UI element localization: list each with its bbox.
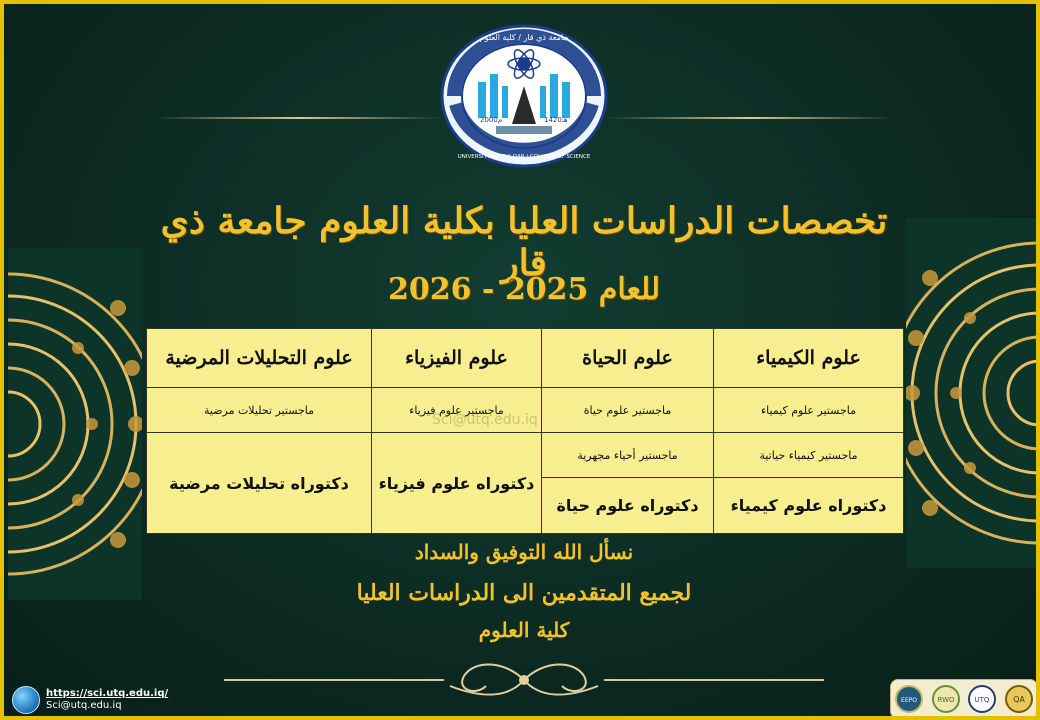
- biology-masters: ماجستير علوم حياة: [542, 388, 714, 433]
- header-pathology: علوم التحليلات المرضية: [147, 329, 372, 388]
- chemistry-phd: دكتوراه علوم كيمياء: [714, 478, 904, 534]
- footer-links: [12, 686, 168, 714]
- physics-masters: ماجستير علوم فيزياء: [372, 388, 542, 433]
- mandala-ornament-left: [8, 248, 142, 600]
- chemistry-masters: ماجستير علوم كيمياء: [714, 388, 904, 433]
- badge-label: RWO: [937, 696, 955, 704]
- eepo-badge-icon: [894, 684, 924, 714]
- logo-ring-top: جامعة ذي قار / كلية العلوم: [479, 33, 569, 42]
- badge-label: EEPO: [901, 697, 918, 704]
- biology-microbiology-masters: ماجستير أحياء مجهرية: [542, 433, 714, 478]
- specializations-table: [146, 328, 904, 534]
- logo-year-left: 2000م: [480, 116, 503, 124]
- header-physics: علوم الفيزياء: [372, 329, 542, 388]
- footer-ornament: [224, 656, 824, 702]
- badge-label: QA: [1012, 695, 1025, 704]
- accreditation-badges: [890, 679, 1038, 719]
- badge-label: UTQ: [974, 696, 990, 704]
- website-link[interactable]: https://sci.utq.edu.iq/: [46, 688, 169, 699]
- physics-phd: دكتوراه علوم فيزياء: [372, 433, 542, 534]
- chemistry-biochem-masters: ماجستير كيمياء حياتية: [714, 433, 904, 478]
- table-row: [147, 433, 904, 478]
- email-watermark: Sci@utq.edu.iq: [432, 412, 538, 428]
- globe-icon: [12, 686, 40, 714]
- page-title: تخصصات الدراسات العليا بكلية العلوم جامعة ذي قار: [160, 200, 888, 284]
- header-rule-right: [606, 117, 894, 119]
- closing-line-1: نسأل الله التوفيق والسداد: [414, 540, 634, 564]
- header-biology: علوم الحياة: [542, 329, 714, 388]
- header-chemistry: علوم الكيمياء: [714, 329, 904, 388]
- utq-badge-icon: [967, 684, 997, 714]
- logo-year-right: 1420هـ: [544, 116, 568, 124]
- pathology-phd: دكتوراه تحليلات مرضية: [147, 433, 372, 534]
- email-text: Sci@utq.edu.iq: [46, 700, 122, 711]
- header-rule-left: [154, 117, 442, 119]
- rwo-badge-icon: [931, 684, 961, 714]
- biology-phd: دكتوراه علوم حياة: [542, 478, 714, 534]
- pathology-masters: ماجستير تحليلات مرضية: [147, 388, 372, 433]
- university-logo: [440, 24, 608, 168]
- closing-line-2: لجميع المتقدمين الى الدراسات العليا: [356, 580, 692, 606]
- mandala-ornament-right: [906, 218, 1040, 568]
- academic-year: للعام 2025 - 2026: [387, 272, 661, 307]
- logo-ring-bottom: UNIVERSITY OF THI-QAR / COLLEGE OF SCIENCE: [457, 154, 591, 160]
- closing-line-3: كلية العلوم: [478, 618, 570, 642]
- table-header-row: [147, 329, 904, 388]
- qa-badge-icon: [1004, 684, 1034, 714]
